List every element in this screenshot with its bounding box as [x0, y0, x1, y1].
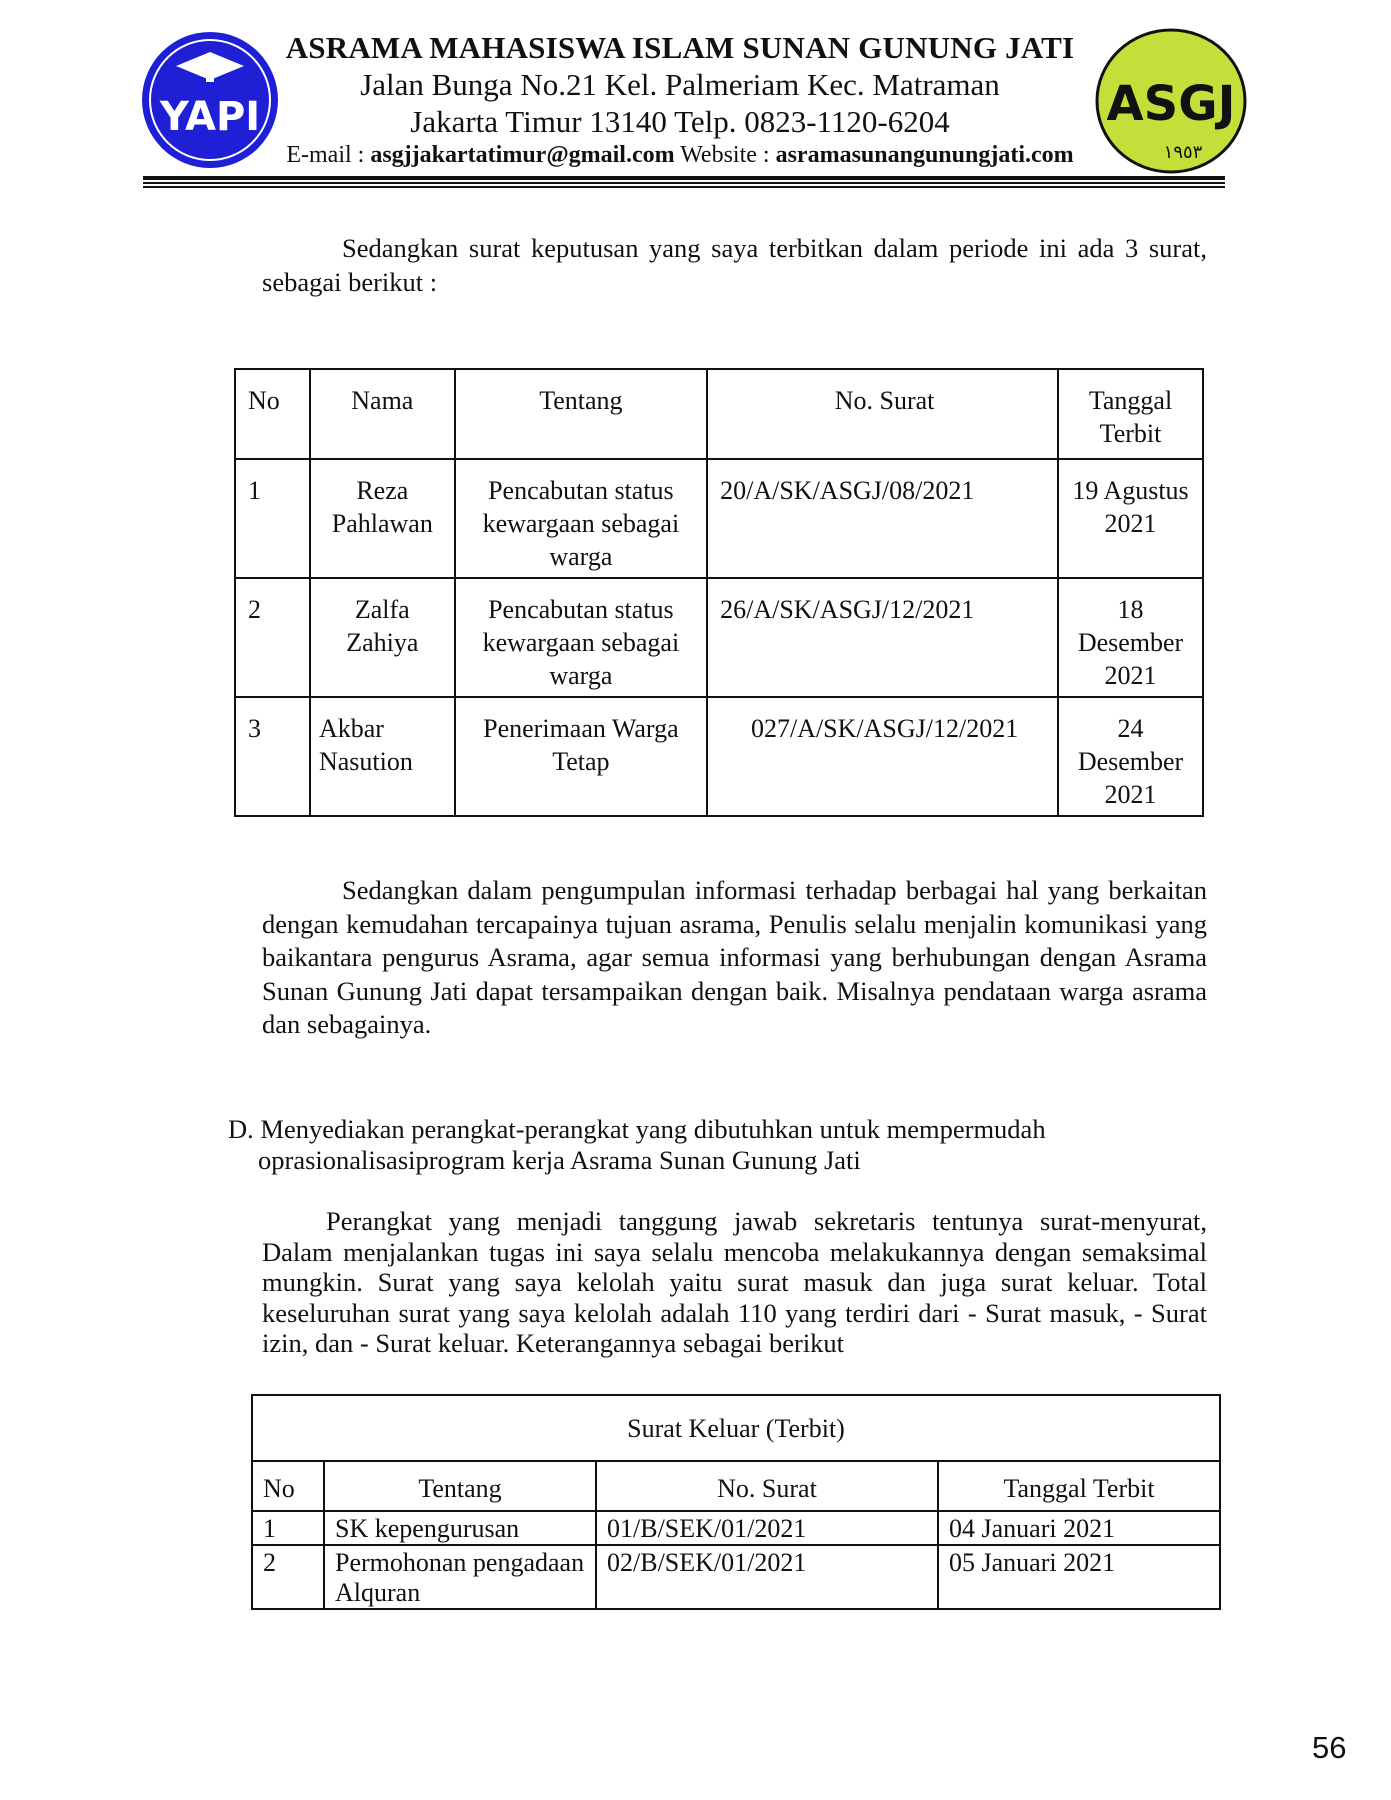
- section-d-paragraph: Perangkat yang menjadi tanggung jawab sekretaris tentunya surat-menyurat, Dalam menjalankan tugas ini saya selalu mencoba melakukannya dengan semaksimal mungkin. Surat yang saya kelolah yaitu surat masuk dan juga surat keluar. Total keseluruhan surat yang saya kelolah adalah 110 yang terdiri dari - Surat masuk, - Surat izin, dan - Surat keluar. Keterangannya sebagai berikut: [262, 1206, 1207, 1358]
- letterhead-rule-thin: [143, 186, 1225, 188]
- header-nama: Nama: [310, 369, 455, 459]
- table-caption-row: [252, 1395, 1220, 1461]
- cell-nama: Akbar Nasution: [310, 697, 455, 816]
- table-row: [235, 697, 1203, 816]
- header-tanggal: Tanggal Terbit: [1058, 369, 1203, 459]
- header-no-surat: No. Surat: [707, 369, 1058, 459]
- cell-no: 2: [252, 1545, 324, 1609]
- cell-no: 2: [235, 578, 310, 697]
- cell-no-surat: 20/A/SK/ASGJ/08/2021: [707, 459, 1058, 578]
- sk-table: [234, 368, 1204, 817]
- email-label: E-mail :: [286, 142, 365, 168]
- cell-nama: Reza Pahlawan: [310, 459, 455, 578]
- cell-tentang: Pencabutan status kewargaan sebagai warga: [455, 578, 707, 697]
- institution-title: ASRAMA MAHASISWA ISLAM SUNAN GUNUNG JATI: [285, 30, 1075, 65]
- table-row: [252, 1511, 1220, 1545]
- table-row: [235, 578, 1203, 697]
- email-address: asgjjakartatimur@gmail.com: [370, 142, 675, 168]
- header-tanggal: Tanggal Terbit: [938, 1461, 1220, 1511]
- cell-tentang: SK kepengurusan: [324, 1511, 596, 1545]
- cell-tentang: Penerimaan Warga Tetap: [455, 697, 707, 816]
- svg-text:ASGJ: ASGJ: [1106, 76, 1236, 132]
- table-row: [235, 459, 1203, 578]
- svg-text:YAPI: YAPI: [159, 94, 261, 140]
- header-no: No: [252, 1461, 324, 1511]
- header-no: No: [235, 369, 310, 459]
- website-label: Website :: [680, 142, 770, 168]
- header-no-surat: No. Surat: [596, 1461, 938, 1511]
- cell-no-surat: 027/A/SK/ASGJ/12/2021: [707, 697, 1058, 816]
- cell-no-surat: 01/B/SEK/01/2021: [596, 1511, 938, 1545]
- cell-tanggal: 18 Desember 2021: [1058, 578, 1203, 697]
- header-tentang: Tentang: [455, 369, 707, 459]
- table-header-row: [235, 369, 1203, 459]
- surat-keluar-table: [251, 1394, 1221, 1610]
- section-d-heading: D. Menyediakan perangkat-perangkat yang dibutuhkan untuk mempermudah oprasionalisasiprogram kerja Asrama Sunan Gunung Jati: [228, 1114, 1046, 1175]
- table-caption: Surat Keluar (Terbit): [252, 1395, 1220, 1461]
- cell-tanggal: 05 Januari 2021: [938, 1545, 1220, 1609]
- table-header-row: [252, 1461, 1220, 1511]
- header-tentang: Tentang: [324, 1461, 596, 1511]
- page-number: 56: [1312, 1730, 1347, 1765]
- letterhead-rule-thick: [143, 176, 1225, 180]
- cell-no: 1: [252, 1511, 324, 1545]
- address-line-2: Jakarta Timur 13140 Telp. 0823-1120-6204: [410, 104, 950, 139]
- letterhead-rule-thin: [143, 182, 1225, 184]
- cell-tanggal: 19 Agustus 2021: [1058, 459, 1203, 578]
- website-address: asramasunangunungjati.com: [775, 142, 1074, 168]
- cell-no: 3: [235, 697, 310, 816]
- cell-no: 1: [235, 459, 310, 578]
- cell-no-surat: 02/B/SEK/01/2021: [596, 1545, 938, 1609]
- cell-tentang: Pencabutan status kewargaan sebagai warga: [455, 459, 707, 578]
- cell-no-surat: 26/A/SK/ASGJ/12/2021: [707, 578, 1058, 697]
- svg-text:١٩٥٣: ١٩٥٣: [1163, 142, 1203, 163]
- asgj-logo: [1095, 28, 1247, 174]
- contact-line: [250, 142, 1110, 169]
- address-line-1: Jalan Bunga No.21 Kel. Palmeriam Kec. Matraman: [360, 67, 1000, 102]
- table-row: [252, 1545, 1220, 1609]
- cell-tentang: Permohonan pengadaan Alquran: [324, 1545, 596, 1609]
- cell-tanggal: 24 Desember 2021: [1058, 697, 1203, 816]
- info-paragraph: Sedangkan dalam pengumpulan informasi terhadap berbagai hal yang berkaitan dengan kemudahan tercapainya tujuan asrama, Penulis selalu menjalin komunikasi yang baikantara pengurus Asrama, agar semua informasi yang berhubungan dengan Asrama Sunan Gunung Jati dapat tersampaikan dengan baik. Misalnya pendataan warga asrama dan sebagainya.: [262, 875, 1207, 1039]
- cell-tanggal: 04 Januari 2021: [938, 1511, 1220, 1545]
- intro-paragraph: Sedangkan surat keputusan yang saya terbitkan dalam periode ini ada 3 surat, sebagai berikut :: [262, 233, 1207, 297]
- cell-nama: Zalfa Zahiya: [310, 578, 455, 697]
